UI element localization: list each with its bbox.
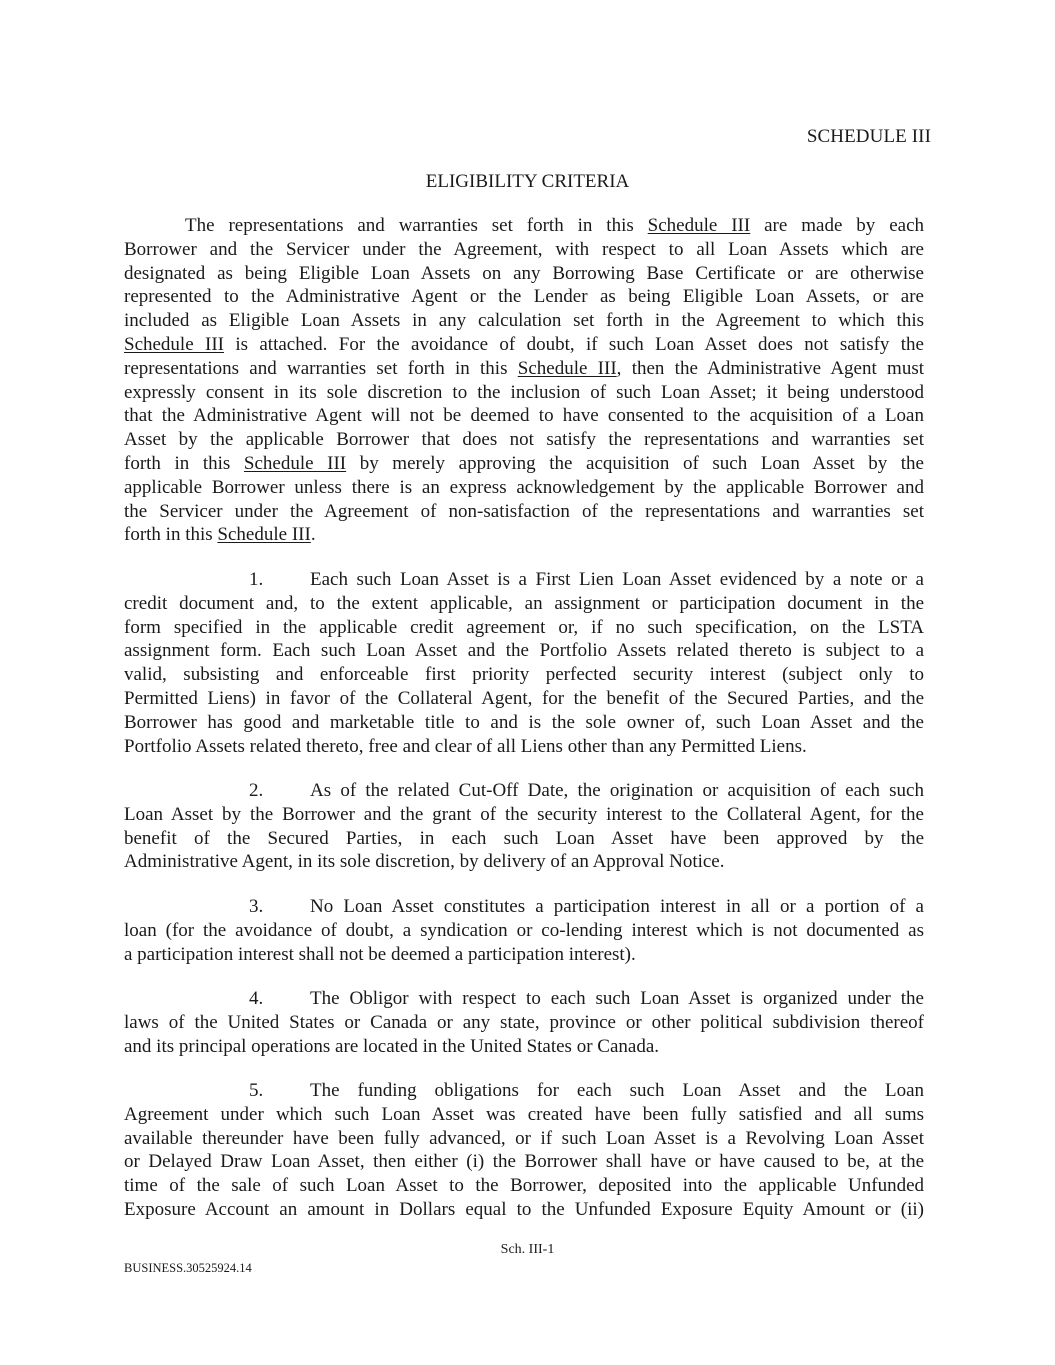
text-line: 4. The Obligor with respect to each such Loan Asset is organized under the <box>249 988 924 1009</box>
document-id: BUSINESS.30525924.14 <box>124 1261 252 1275</box>
text-line: designated as being Eligible Loan Assets on any Borrowing Base Certificate or are otherwise <box>124 262 924 284</box>
page-number: Sch. III-1 <box>500 1242 555 1257</box>
schedule-reference: Schedule III <box>243 452 347 474</box>
text-line: expressly consent in its sole discretion to the inclusion of such Loan Asset; it being understood <box>124 381 924 403</box>
text-line: included as Eligible Loan Assets in any calculation set forth in the Agreement to which this <box>124 310 924 332</box>
text-line: a participation interest shall not be deemed a participation interest). <box>124 943 636 965</box>
text-line: and its principal operations are located in the United States or Canada. <box>124 1035 659 1057</box>
criterion-3 <box>124 895 924 966</box>
text-line: 1. Each such Loan Asset is a First Lien Loan Asset evidenced by a note or a <box>249 569 924 590</box>
text-line: Asset by the applicable Borrower that does not satisfy the representations and warranties set <box>124 429 924 451</box>
text-line: 3. No Loan Asset constitutes a participation interest in all or a portion of a <box>249 896 924 917</box>
text-line: forth in this Schedule III. <box>124 524 316 546</box>
text-line: time of the sale of such Loan Asset to the Borrower, deposited into the applicable Unfunded <box>124 1175 924 1197</box>
text-line: benefit of the Secured Parties, in each such Loan Asset have been approved by the <box>124 827 924 849</box>
criterion-number: 2. <box>249 780 264 801</box>
text-line: 5. The funding obligations for each such Loan Asset and the Loan <box>249 1080 924 1101</box>
text-line: forth in this Schedule III by merely approving the acquisition of such Loan Asset by the <box>124 452 924 474</box>
schedule-reference: Schedule III <box>217 524 311 546</box>
text-line: Portfolio Assets related thereto, free and clear of all Liens other than any Permitted Liens. <box>124 735 807 757</box>
text-line: Agreement under which such Loan Asset was created have been fully satisfied and all sums <box>124 1103 924 1125</box>
criterion-number: 3. <box>249 896 264 917</box>
text-line: valid, subsisting and enforceable first priority perfected security interest (subject only to <box>124 664 924 686</box>
text-line: represented to the Administrative Agent or the Lender as being Eligible Loan Assets, or are <box>124 286 924 308</box>
text-line: that the Administrative Agent will not be deemed to have consented to the acquisition of a Loan <box>124 405 924 427</box>
criterion-1 <box>124 568 924 758</box>
criterion-5 <box>124 1079 924 1222</box>
text-line: laws of the United States or Canada or any state, province or other political subdivision thereof <box>124 1011 924 1033</box>
intro-paragraph <box>124 214 924 547</box>
text-line: Permitted Liens) in favor of the Collateral Agent, for the benefit of the Secured Parties, and the <box>124 687 924 709</box>
text-line: form specified in the applicable credit agreement or, if no such specification, on the LSTA <box>124 616 924 638</box>
text-line: loan (for the avoidance of doubt, a syndication or co-lending interest which is not documented as <box>124 919 924 941</box>
text-line: assignment form. Each such Loan Asset and the Portfolio Assets related thereto is subject to a <box>124 640 924 662</box>
criterion-number: 4. <box>249 988 264 1009</box>
schedule-reference: Schedule III <box>647 215 751 236</box>
criterion-4 <box>124 987 924 1058</box>
text-line: Loan Asset by the Borrower and the grant of the security interest to the Collateral Agent, for the <box>124 803 924 825</box>
criterion-number: 1. <box>249 569 264 590</box>
text-line: credit document and, to the extent applicable, an assignment or participation document in the <box>124 592 924 614</box>
document-title: ELIGIBILITY CRITERIA <box>425 171 630 192</box>
text-line: The representations and warranties set forth in this Schedule III are made by each <box>185 215 924 236</box>
text-line: Administrative Agent, in its sole discretion, by delivery of an Approval Notice. <box>124 851 725 873</box>
text-line: Exposure Account an amount in Dollars equal to the Unfunded Exposure Equity Amount or (ii) <box>124 1198 924 1220</box>
criterion-2 <box>124 779 924 874</box>
text-line: the Servicer under the Agreement of non-satisfaction of the representations and warranties set <box>124 500 924 522</box>
text-line: Schedule III is attached. For the avoidance of doubt, if such Loan Asset does not satisfy the <box>124 333 924 355</box>
text-line: 2. As of the related Cut-Off Date, the origination or acquisition of each such <box>249 780 924 801</box>
schedule-reference: Schedule III <box>517 357 617 379</box>
text-line: available thereunder have been fully advanced, or if such Loan Asset is a Revolving Loan Asset <box>124 1127 924 1149</box>
text-line: or Delayed Draw Loan Asset, then either (i) the Borrower shall have or have caused to be, at the <box>124 1151 924 1173</box>
schedule-label: SCHEDULE III <box>806 126 931 147</box>
text-line: Borrower has good and marketable title to and is the sole owner of, such Loan Asset and the <box>124 711 924 733</box>
text-line: representations and warranties set forth in this Schedule III, then the Administrative Agent must <box>124 357 924 379</box>
criterion-number: 5. <box>249 1080 264 1101</box>
text-line: applicable Borrower unless there is an express acknowledgement by the applicable Borrower and <box>124 476 924 498</box>
schedule-reference: Schedule III <box>124 333 224 355</box>
text-line: Borrower and the Servicer under the Agreement, with respect to all Loan Assets which are <box>124 238 924 260</box>
